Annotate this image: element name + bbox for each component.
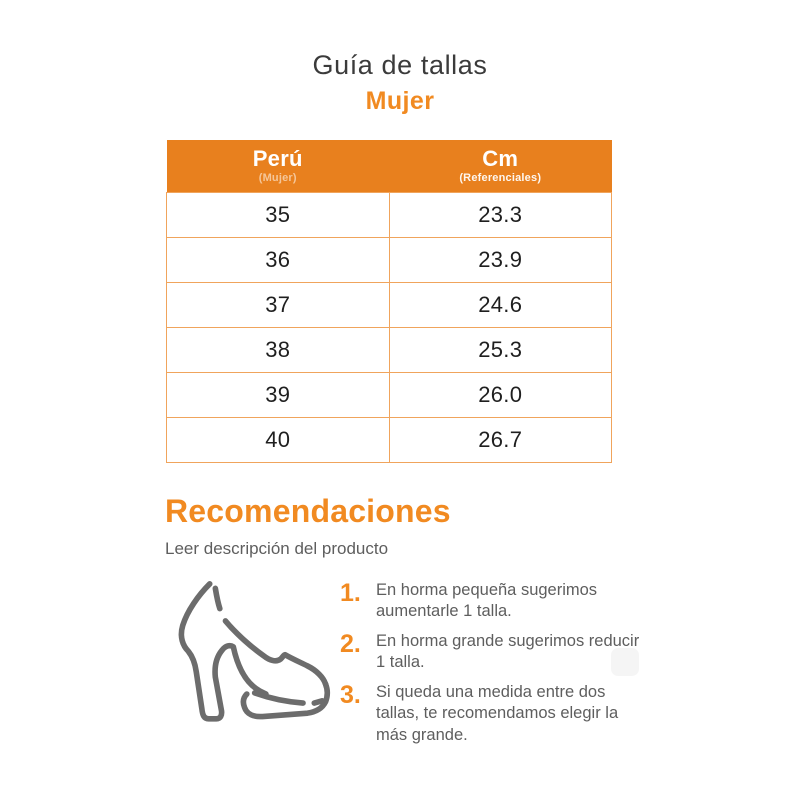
recommendation-item (340, 580, 660, 623)
page-header (0, 50, 800, 116)
cm-cell: 26.0 (389, 372, 612, 417)
size-cell: 37 (167, 282, 390, 327)
size-cell: 40 (167, 417, 390, 462)
table-row (167, 282, 612, 327)
cm-cell: 26.7 (389, 417, 612, 462)
column-header-cm-sublabel: (Referenciales) (459, 171, 542, 184)
item-number: 2. (340, 629, 361, 658)
column-header-cm (389, 140, 612, 192)
watermark-shape (611, 648, 639, 676)
recommendation-item (340, 682, 660, 746)
column-header-peru (167, 140, 390, 192)
table-header-row (167, 140, 612, 192)
cm-cell: 24.6 (389, 282, 612, 327)
page-title: Guía de tallas (312, 50, 488, 80)
cm-cell: 25.3 (389, 327, 612, 372)
recommendations-subheading: Leer descripción del producto (165, 539, 389, 558)
table-row (167, 237, 612, 282)
column-header-cm-label: Cm (482, 145, 519, 171)
table-row (167, 327, 612, 372)
size-cell: 39 (167, 372, 390, 417)
recommendations-body (150, 572, 660, 754)
table-row (167, 192, 612, 237)
recommendations-section (165, 493, 451, 559)
size-cell: 36 (167, 237, 390, 282)
item-text: En horma pequeña sugerimos aumentarle 1 talla. (376, 581, 598, 621)
size-table (166, 140, 612, 463)
item-text: En horma grande sugerimos reducir 1 talla. (376, 631, 640, 672)
item-number: 1. (340, 579, 361, 607)
size-cell: 35 (167, 192, 390, 237)
column-header-peru-label: Perú (252, 145, 303, 171)
size-cell: 38 (167, 327, 390, 372)
high-heel-shoe-icon (150, 572, 338, 754)
table-row (167, 372, 612, 417)
recommendations-heading: Recomendaciones (165, 493, 451, 529)
gender-subtitle: Mujer (365, 87, 435, 115)
item-number: 3. (340, 680, 361, 709)
table-row (167, 417, 612, 462)
cm-cell: 23.3 (389, 192, 612, 237)
item-text: Si queda una medida entre dos tallas, te recomendamos elegir la más grande. (376, 682, 619, 744)
column-header-peru-sublabel: (Mujer) (258, 171, 297, 184)
cm-cell: 23.9 (389, 237, 612, 282)
